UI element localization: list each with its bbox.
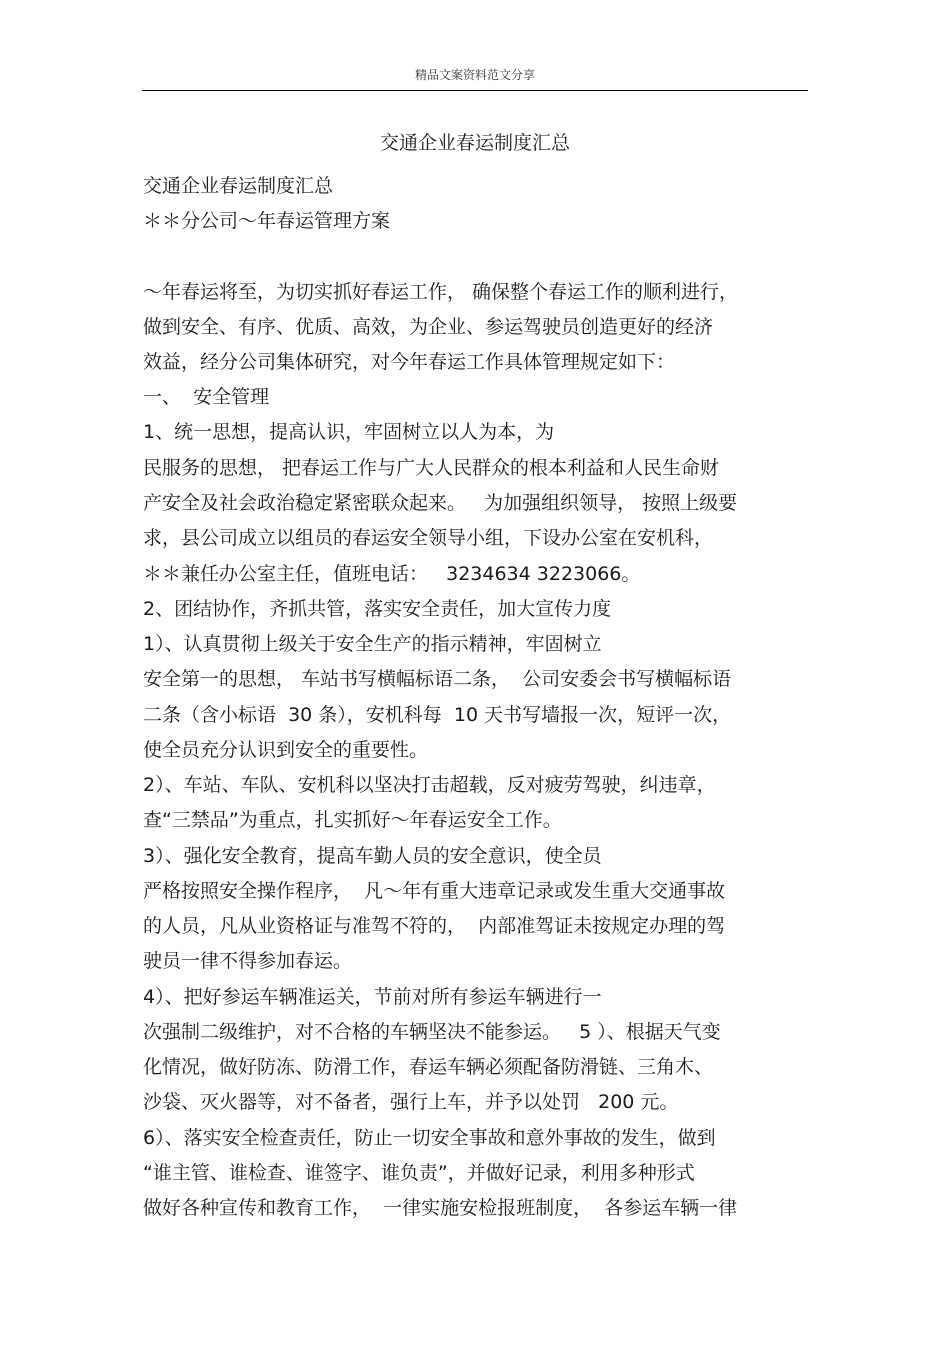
text-line: 使全员充分认识到安全的重要性。: [143, 739, 429, 761]
text-line: 效益，经分公司集体研究，对今年春运工作具体管理规定如下：: [143, 351, 676, 373]
text-line: 产安全及社会政治稳定紧密联众起来。 为加强组织领导， 按照上级要: [143, 492, 738, 514]
text-line: 1）、认真贯彻上级关于安全生产的指示精神，牢固树立: [143, 633, 602, 655]
header-divider: [142, 90, 808, 91]
text-line: 安全第一的思想， 车站书写横幅标语二条， 公司安委会书写横幅标语: [143, 668, 732, 690]
text-line: 2、团结协作，齐抓共管，落实安全责任，加大宣传力度: [143, 598, 612, 620]
text-line: 4）、把好参运车辆准运关，节前对所有参运车辆进行一: [143, 986, 602, 1008]
text-line: 严格按照安全操作程序， 凡～年有重大违章记录或发生重大交通事故: [143, 880, 726, 902]
document-title: 交通企业春运制度汇总: [379, 132, 570, 154]
text-line: 次强制二级维护，对不合格的车辆坚决不能参运。 5 ）、根据天气变: [143, 1021, 721, 1043]
text-line: 化情况，做好防冻、防滑工作，春运车辆必须配备防滑链、三角木、: [143, 1056, 714, 1078]
text-line: 查“三禁品”为重点，扎实抓好～年春运安全工作。: [143, 809, 562, 831]
text-line: 沙袋、灭火器等，对不备者，强行上车，并予以处罚 200 元。: [143, 1091, 679, 1113]
text-line: 二条（含小标语 30 条），安机科每 10 天书写墙报一次，短评一次，: [143, 704, 732, 726]
text-line: 6）、落实安全检查责任，防止一切安全事故和意外事故的发生，做到: [143, 1127, 716, 1149]
text-line: 1、统一思想，提高认识，牢固树立以人为本，为: [143, 421, 555, 443]
text-line: 做好各种宣传和教育工作， 一律实施安检报班制度， 各参运车辆一律: [143, 1197, 738, 1219]
section-heading: 一、 安全管理: [143, 386, 270, 408]
text-line: 求，县公司成立以组员的春运安全领导小组，下设办公室在安机科，: [143, 527, 714, 549]
text-line: 的人员，凡从业资格证与准驾不符的， 内部准驾证未按规定办理的驾: [143, 915, 726, 937]
text-line: 2）、车站、车队、安机科以坚决打击超载，反对疲劳驾驶，纠违章，: [143, 774, 716, 796]
text-line: 驶员一律不得参加春运。: [143, 950, 353, 972]
text-line: “谁主管、谁检查、谁签字、谁负责”，并做好记录，利用多种形式: [143, 1162, 695, 1184]
text-line: ～年春运将至，为切实抓好春运工作， 确保整个春运工作的顺利进行，: [143, 281, 739, 303]
text-line: 交通企业春运制度汇总: [143, 175, 334, 197]
text-line: 民服务的思想， 把春运工作与广大人民群众的根本利益和人民生命财: [143, 457, 720, 479]
text-line: ＊＊兼任办公室主任，值班电话： 3234634 3223066。: [143, 563, 641, 585]
text-line: ＊＊分公司～年春运管理方案: [143, 210, 391, 232]
page-header: 精品文案资料范文分享: [414, 68, 535, 82]
text-line: 3）、强化安全教育，提高车勤人员的安全意识，使全员: [143, 845, 602, 867]
text-line: 做到安全、有序、优质、高效，为企业、参运驾驶员创造更好的经济: [143, 316, 714, 338]
